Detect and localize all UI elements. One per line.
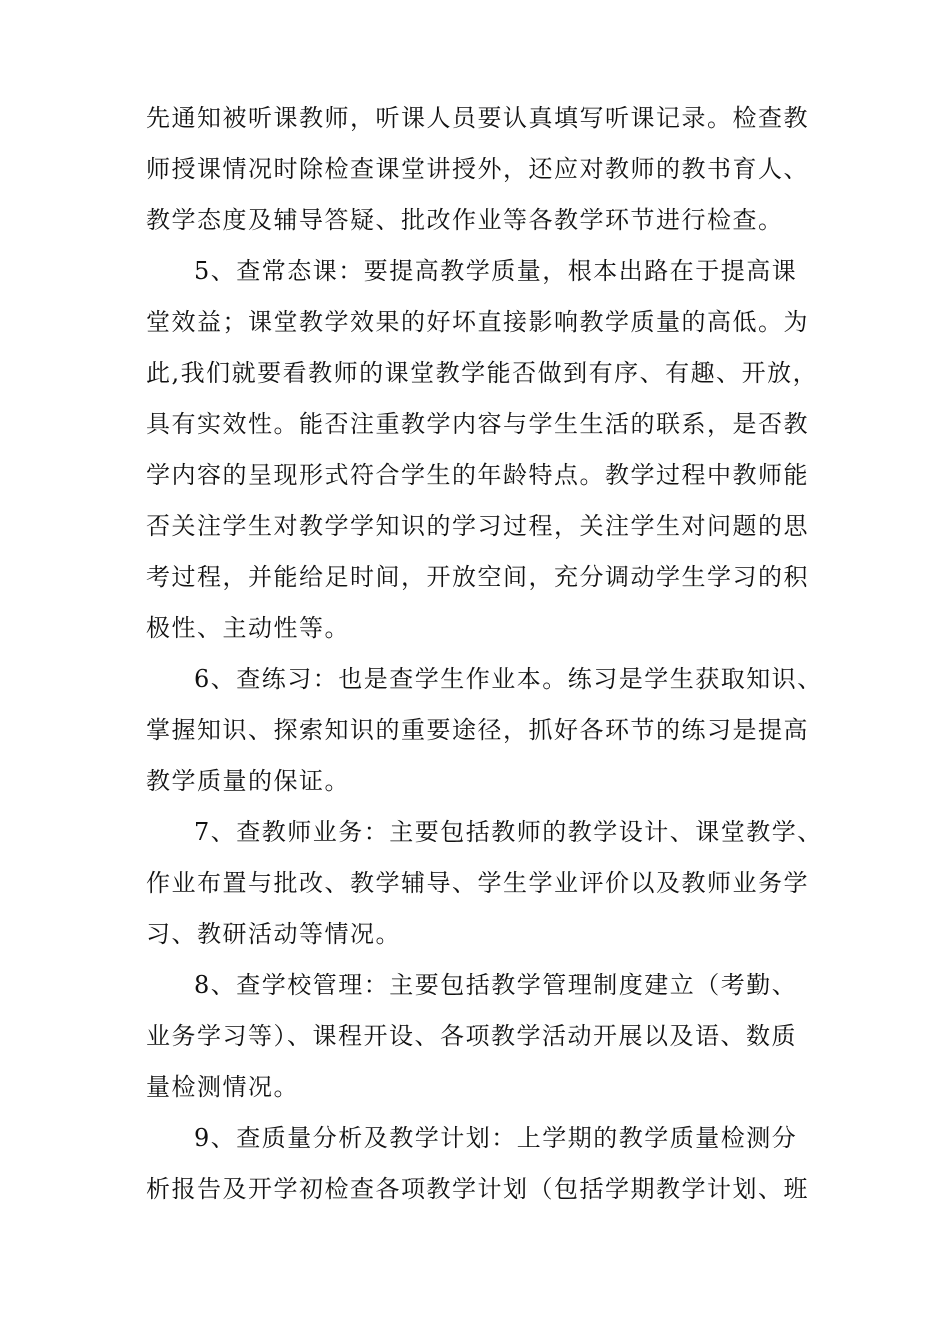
text-line: 习、教研活动等情况。	[146, 920, 401, 948]
text-line: 极性、主动性等。	[146, 614, 350, 642]
text-line: 业务学习等）、课程开设、各项教学活动开展以及语、数质	[146, 1022, 797, 1050]
text-line: 否关注学生对教学学知识的学习过程，关注学生对问题的思	[146, 512, 809, 540]
paragraph-7-start: 7、查教师业务：主要包括教师的教学设计、课堂教学、	[194, 818, 823, 846]
text-line: 掌握知识、探索知识的重要途径，抓好各环节的练习是提高	[146, 716, 809, 744]
text-line: 先通知被听课教师，听课人员要认真填写听课记录。检查教	[146, 104, 809, 132]
text-line: 量检测情况。	[146, 1073, 299, 1101]
text-line: 具有实效性。能否注重教学内容与学生生活的联系，是否教	[146, 410, 809, 438]
text-line: 教学质量的保证。	[146, 767, 350, 795]
text-line: 堂效益；课堂教学效果的好坏直接影响教学质量的高低。为	[146, 308, 809, 336]
text-line: 考过程，并能给足时间，开放空间，充分调动学生学习的积	[146, 563, 809, 591]
paragraph-8-start: 8、查学校管理：主要包括教学管理制度建立（考勤、	[194, 971, 798, 999]
paragraph-6-start: 6、查练习：也是查学生作业本。练习是学生获取知识、	[194, 665, 823, 693]
text-line: 作业布置与批改、教学辅导、学生学业评价以及教师业务学	[146, 869, 809, 897]
paragraph-5-start: 5、查常态课：要提高教学质量，根本出路在于提高课	[194, 257, 798, 285]
text-line: 师授课情况时除检查课堂讲授外，还应对教师的教书育人、	[146, 155, 809, 183]
text-line: 学内容的呈现形式符合学生的年龄特点。教学过程中教师能	[146, 461, 809, 489]
paragraph-9-start: 9、查质量分析及教学计划：上学期的教学质量检测分	[194, 1124, 798, 1152]
text-line: 此,我们就要看教师的课堂教学能否做到有序、有趣、开放，	[146, 359, 819, 387]
text-line: 析报告及开学初检查各项教学计划（包括学期教学计划、班	[146, 1175, 809, 1203]
text-line: 教学态度及辅导答疑、批改作业等各教学环节进行检查。	[146, 206, 784, 234]
